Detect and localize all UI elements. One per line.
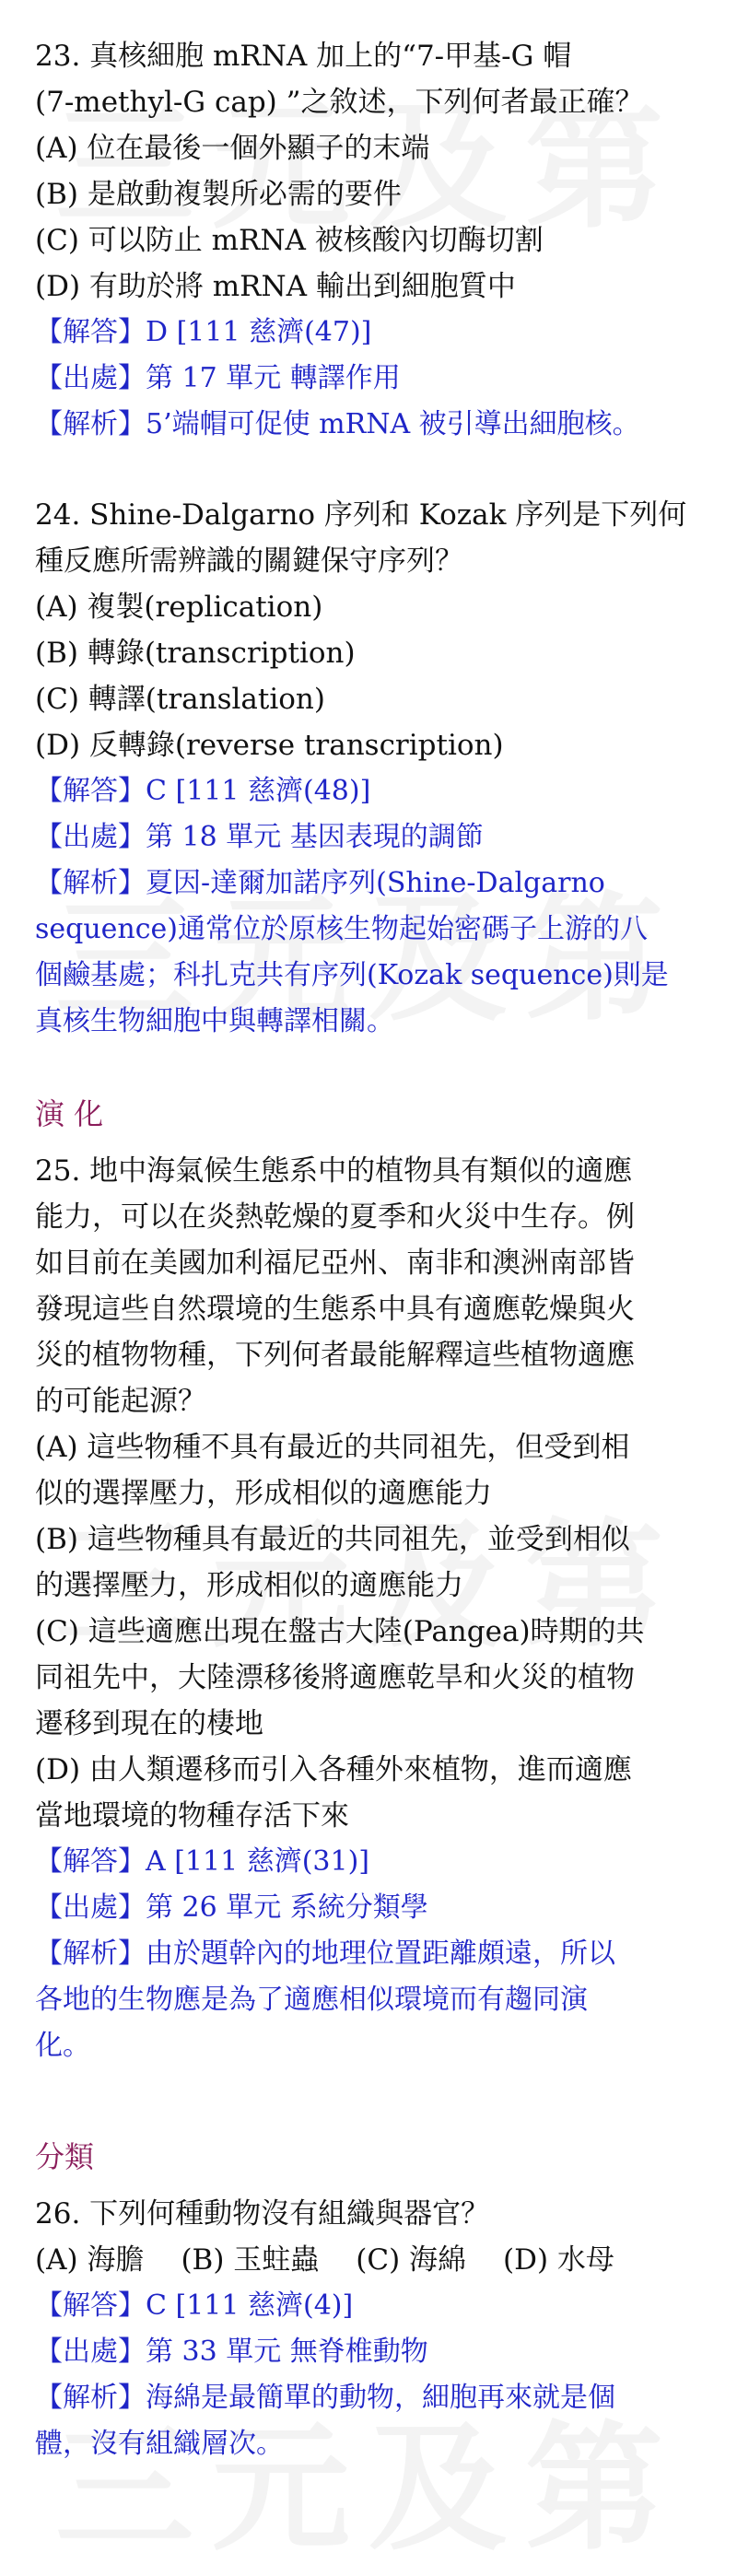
option-b: (B) 這些物種具有最近的共同祖先，並受到相似	[35, 1523, 630, 1556]
answer-line: 【解答】A [111 慈濟(31)]	[35, 1845, 369, 1878]
option-a: (A) 位在最後一個外顯子的末端	[35, 132, 430, 165]
explanation-line: 【解析】海綿是最簡單的動物，細胞再來就是個	[35, 2382, 615, 2414]
question-24	[35, 492, 708, 1045]
option-c: (C) 海綿	[356, 2243, 467, 2277]
option-a: (A) 這些物種不具有最近的共同祖先，但受到相	[35, 1431, 630, 1464]
question-text: 24. Shine-Dalgarno 序列和 Kozak 序列是下列何	[35, 498, 687, 532]
answer-line: 【解答】C [111 慈濟(48)]	[35, 775, 371, 807]
source-line: 【出處】第 17 單元 轉譯作用	[35, 362, 401, 394]
source-line: 【出處】第 26 單元 系統分類學	[35, 1891, 428, 1924]
explanation-line: sequence)通常位於原核生物起始密碼子上游的八	[35, 913, 649, 945]
explanation-line: 化。	[35, 2030, 90, 2062]
option-a: (A) 複製(replication)	[35, 591, 323, 624]
section-heading-classification: 分類	[35, 2139, 95, 2174]
option-c: (C) 轉譯(translation)	[35, 683, 325, 716]
question-text: 26. 下列何種動物沒有組織與器官？	[35, 2197, 490, 2231]
source-line: 【出處】第 33 單元 無脊椎動物	[35, 2336, 428, 2368]
option-d-cont: 當地環境的物種存活下來	[35, 1799, 349, 1832]
option-b: (B) 轉錄(transcription)	[35, 637, 356, 670]
question-text: 災的植物物種，下列何者最能解釋這些植物適應	[35, 1339, 635, 1372]
answer-line: 【解答】D [111 慈濟(47)]	[35, 316, 372, 348]
option-d: (D) 水母	[503, 2243, 614, 2277]
question-26	[35, 2191, 708, 2467]
explanation-line: 【解析】夏因-達爾加諾序列(Shine-Dalgarno	[35, 867, 605, 899]
option-d: (D) 有助於將 mRNA 輸出到細胞質中	[35, 270, 516, 303]
explanation-line: 【解析】5’端帽可促使 mRNA 被引導出細胞核。	[35, 408, 640, 440]
question-text: 的可能起源？	[35, 1385, 206, 1418]
question-text: 發現這些自然環境的生態系中具有適應乾燥與火	[35, 1293, 635, 1326]
source-line: 【出處】第 18 單元 基因表現的調節	[35, 821, 484, 853]
question-25	[35, 1148, 708, 2069]
question-text: 如目前在美國加利福尼亞州、南非和澳洲南部皆	[35, 1247, 635, 1280]
option-b: (B) 是啟動複製所必需的要件	[35, 178, 402, 211]
explanation-line: 各地的生物應是為了適應相似環境而有趨同演	[35, 1984, 588, 2016]
explanation-line: 【解析】由於題幹內的地理位置距離頗遠，所以	[35, 1938, 615, 1970]
option-b: (B) 玉蛀蟲	[181, 2243, 320, 2277]
option-d: (D) 由人類遷移而引入各種外來植物，進而適應	[35, 1753, 632, 1786]
option-b-cont: 的選擇壓力，形成相似的適應能力	[35, 1569, 463, 1602]
option-c: (C) 可以防止 mRNA 被核酸內切酶切割	[35, 224, 544, 257]
option-a: (A) 海膽	[35, 2243, 145, 2277]
option-c-cont: 遷移到現在的棲地	[35, 1707, 263, 1740]
question-text: 25. 地中海氣候生態系中的植物具有類似的適應	[35, 1154, 633, 1188]
question-23	[35, 33, 708, 448]
explanation-line: 真核生物細胞中與轉譯相關。	[35, 1005, 394, 1037]
question-text: 種反應所需辨識的關鍵保守序列？	[35, 544, 463, 578]
option-c-cont: 同祖先中，大陸漂移後將適應乾旱和火災的植物	[35, 1661, 635, 1694]
explanation-line: 體，沒有組織層次。	[35, 2428, 284, 2460]
question-text: (7-methyl-G cap) ”之敘述，下列何者最正確？	[35, 86, 644, 119]
explanation-line: 個鹼基處；科扎克共有序列(Kozak sequence)則是	[35, 959, 669, 991]
option-a-cont: 似的選擇壓力，形成相似的適應能力	[35, 1477, 492, 1510]
section-heading-evolution: 演 化	[35, 1096, 104, 1131]
question-text: 23. 真核細胞 mRNA 加上的“7-甲基-G 帽	[35, 40, 572, 73]
document-page	[35, 33, 708, 2467]
answer-line: 【解答】C [111 慈濟(4)]	[35, 2289, 354, 2322]
question-text: 能力，可以在炎熱乾燥的夏季和火災中生存。例	[35, 1200, 635, 1234]
options-row	[35, 2237, 708, 2283]
option-c: (C) 這些適應出現在盤古大陸(Pangea)時期的共	[35, 1615, 645, 1648]
option-d: (D) 反轉錄(reverse transcription)	[35, 729, 504, 762]
